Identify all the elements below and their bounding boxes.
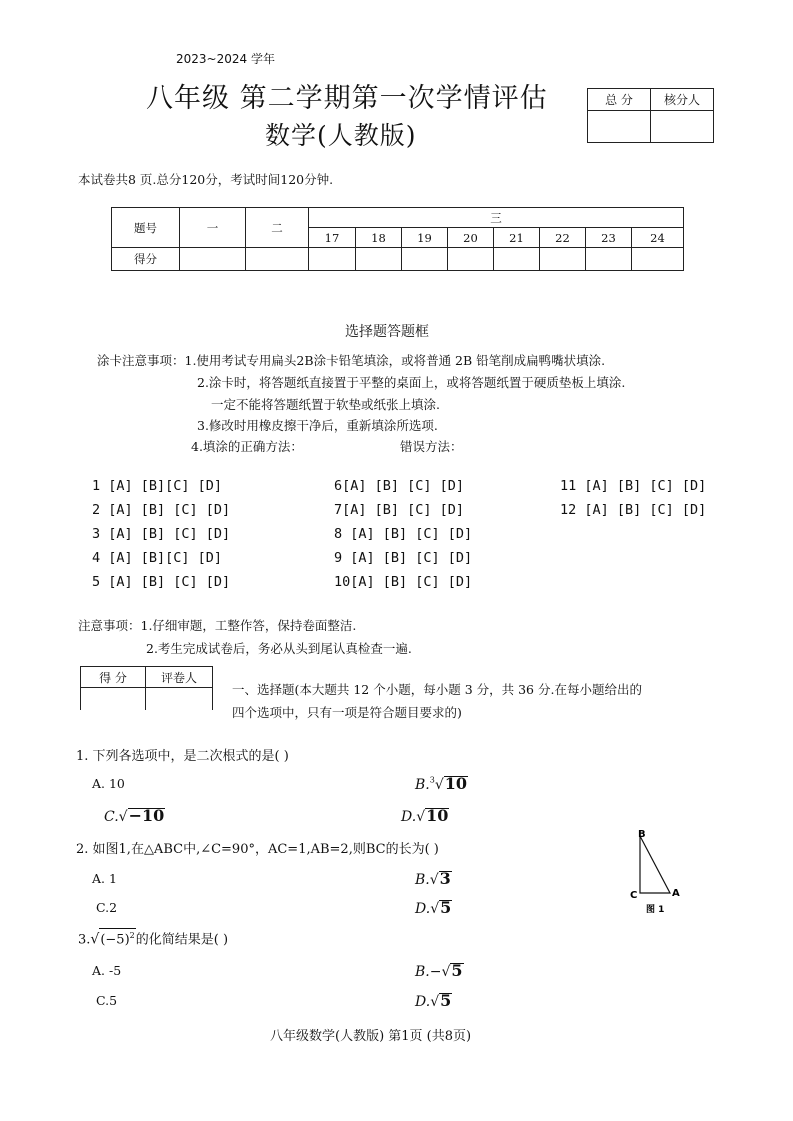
- q2-option-b: B.√3: [415, 869, 451, 888]
- notice-line-2: 2.考生完成试卷后，务必从头到尾认真检查一遍.: [146, 641, 412, 656]
- grid-sub-24: 24: [632, 228, 684, 248]
- answer-option-row[interactable]: 12 [A] [B] [C] [D]: [560, 502, 707, 518]
- q2-option-d: D.√5: [415, 898, 452, 917]
- answer-option-row[interactable]: 8 [A] [B] [C] [D]: [334, 526, 473, 542]
- total-score-box: [587, 88, 714, 143]
- answer-option-row[interactable]: 11 [A] [B] [C] [D]: [560, 478, 707, 494]
- answer-box-title: 选择题答题框: [345, 324, 429, 340]
- q3-option-b: B.−√5: [415, 961, 463, 980]
- answer-option-row[interactable]: 3 [A] [B] [C] [D]: [92, 526, 231, 542]
- q2-option-a: A. 1: [92, 871, 117, 886]
- figure-caption: 图 1: [646, 905, 665, 915]
- exam-title: 八年级 第二学期第一次学情评估: [146, 83, 548, 114]
- vertex-label-b: B: [638, 829, 646, 840]
- grid-label-question: 题号: [112, 208, 180, 248]
- grader-box: [80, 666, 213, 710]
- score-cell[interactable]: [632, 248, 684, 271]
- grid-part-two: 二: [246, 208, 309, 248]
- exam-subtitle: 数学(人教版): [265, 121, 417, 150]
- score-cell[interactable]: [356, 248, 402, 271]
- question-1-stem: 1. 下列各选项中，是二次根式的是( ): [76, 749, 289, 764]
- q1-option-a: A. 10: [92, 776, 125, 791]
- grid-sub-21: 21: [494, 228, 540, 248]
- score-cell[interactable]: [246, 248, 309, 271]
- q1-option-c: C.√−10: [104, 806, 165, 825]
- school-year: 2023~2024 学年: [176, 52, 275, 66]
- grid-sub-23: 23: [586, 228, 632, 248]
- card-note-3: 3.修改时用橡皮擦干净后，重新填涂所选项.: [197, 418, 438, 433]
- grader-name-label: 评卷人: [146, 667, 213, 688]
- score-cell[interactable]: [586, 248, 632, 271]
- section1-instructions-2: 四个选项中，只有一项是符合题目要求的): [232, 705, 462, 720]
- card-note-wrong: 错误方法：: [400, 439, 463, 454]
- section1-instructions-1: 一、选择题(本大题共 12 个小题，每小题 3 分，共 36 分.在每小题给出的: [232, 682, 642, 697]
- answer-option-row[interactable]: 4 [A] [B][C] [D]: [92, 550, 223, 566]
- grid-sub-17: 17: [309, 228, 356, 248]
- question-3-stem: $3.√(-5)^2$的化简结果是( ): [78, 928, 228, 947]
- card-note-4: 4.填涂的正确方法：: [191, 439, 303, 454]
- grader-name-cell[interactable]: [146, 688, 213, 710]
- grid-sub-18: 18: [356, 228, 402, 248]
- score-cell[interactable]: [180, 248, 246, 271]
- answer-option-row[interactable]: 5 [A] [B] [C] [D]: [92, 574, 231, 590]
- score-cell[interactable]: [402, 248, 448, 271]
- q1-option-b: B.$^3$√10: [415, 774, 468, 793]
- total-score-label: 总 分: [588, 89, 651, 111]
- checker-cell[interactable]: [651, 111, 714, 143]
- answer-option-row[interactable]: 9 [A] [B] [C] [D]: [334, 550, 473, 566]
- grid-label-score: 得分: [112, 248, 180, 271]
- q3-option-a: A. -5: [92, 963, 122, 978]
- card-note-1: 涂卡注意事项：1.使用考试专用扁头2B涂卡铅笔填涂，或将普通 2B 铅笔削成扁鸭嘴状填涂.: [97, 353, 606, 368]
- vertex-label-c: C: [630, 890, 638, 901]
- figure-1-triangle: [626, 826, 686, 916]
- q3-option-c: C.5: [96, 993, 118, 1008]
- q3-option-d: D.√5: [415, 991, 452, 1010]
- question-2-stem: 2. 如图1,在△ABC中,∠C=90°，AC=1,AB=2,则BC的长为( ): [76, 842, 439, 857]
- answer-option-row[interactable]: 7[A] [B] [C] [D]: [334, 502, 465, 518]
- grid-sub-20: 20: [448, 228, 494, 248]
- grader-score-label: 得 分: [81, 667, 146, 688]
- score-cell[interactable]: [309, 248, 356, 271]
- page-footer: 八年级数学(人教版) 第1页 (共8页): [270, 1029, 472, 1044]
- score-grid: [111, 207, 684, 271]
- checker-label: 核分人: [651, 89, 714, 111]
- card-note-2b: 一定不能将答题纸置于软垫或纸张上填涂.: [211, 397, 440, 412]
- grid-sub-22: 22: [540, 228, 586, 248]
- answer-option-row[interactable]: 6[A] [B] [C] [D]: [334, 478, 465, 494]
- score-cell[interactable]: [540, 248, 586, 271]
- answer-option-row[interactable]: 2 [A] [B] [C] [D]: [92, 502, 231, 518]
- q2-option-c: C.2: [96, 900, 118, 915]
- grid-part-three: 三: [309, 208, 684, 228]
- grader-score-cell[interactable]: [81, 688, 146, 710]
- score-cell[interactable]: [494, 248, 540, 271]
- vertex-label-a: A: [672, 888, 680, 899]
- exam-intro: 本试卷共8 页.总分120分，考试时间120分钟.: [78, 172, 334, 187]
- notice-line-1: 注意事项：1.仔细审题，工整作答，保持卷面整洁.: [78, 618, 357, 633]
- score-cell[interactable]: [448, 248, 494, 271]
- q1-option-d: D.√10: [401, 806, 449, 825]
- total-score-cell[interactable]: [588, 111, 651, 143]
- card-note-2: 2.涂卡时，将答题纸直接置于平整的桌面上，或将答题纸置于硬质垫板上填涂.: [197, 375, 626, 390]
- answer-option-row[interactable]: 1 [A] [B][C] [D]: [92, 478, 223, 494]
- grid-part-one: 一: [180, 208, 246, 248]
- answer-option-row[interactable]: 10[A] [B] [C] [D]: [334, 574, 473, 590]
- grid-sub-19: 19: [402, 228, 448, 248]
